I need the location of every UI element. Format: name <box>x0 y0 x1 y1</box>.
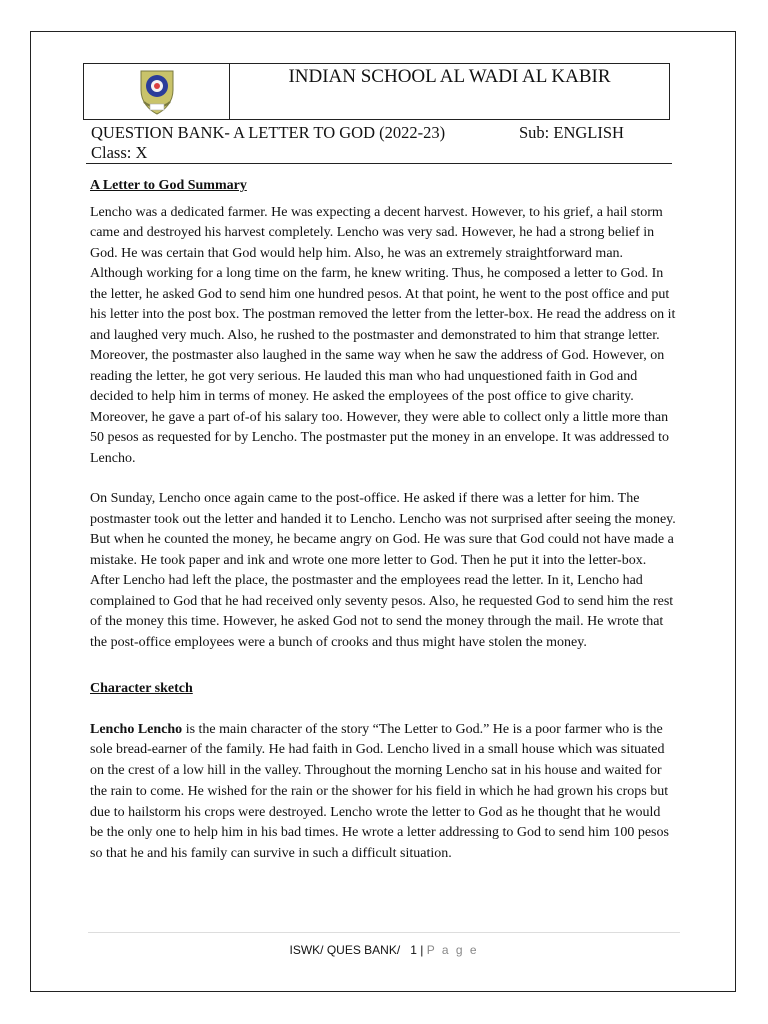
school-name: INDIAN SCHOOL AL WADI AL KABIR <box>288 66 611 87</box>
question-bank-title: QUESTION BANK- A LETTER TO GOD (2022-23) <box>91 123 446 142</box>
document-body <box>90 176 676 865</box>
page-label: P a g e <box>426 943 479 957</box>
document-subheader <box>91 123 651 163</box>
page-number: 1 <box>410 943 417 957</box>
footer-divider <box>88 932 680 933</box>
character-sketch-paragraph <box>90 720 676 866</box>
summary-paragraph-1: Lencho was a dedicated farmer. He was expecting a decent harvest. However, to his grief, a hail storm came and destroyed his harvest completely. Lencho was very sad. However, he had a strong belief in God. He was certain that God would help him. Also, he was an extremely straightforward man. Although working for a long time on the farm, he knew writing. Thus, he composed a letter to God. In the letter, he asked God to send him one hundred pesos. At that point, he went to the post office and put his letter into the post box. The postman removed the letter from the letter-box. He read the address on it and laughed very much. Also, he rushed to the postmaster and demonstrated to him that strange letter. Moreover, the postmaster also laughed in the same way when he saw the address of God. However, on reading the letter, he got very serious. He lauded this man who had unquestioned faith in God and decided to help him in terms of money. He asked the employees of the post office to give charity. Moreover, he gave a part of-of his salary too. However, they were able to collect only a little more than 50 pesos as requested for by Lencho. The postmaster put the money in an envelope. It was addressed to Lencho. <box>90 204 676 466</box>
summary-paragraph-2: On Sunday, Lencho once again came to the post-office. He asked if there was a letter for him. The postmaster took out the letter and handed it to Lencho. Lencho was not surprised after seeing the money. But when he counted the money, he became angry on God. He was sure that God could not have made a mistake. He took paper and ink and wrote one more letter to God. Then he put it into the letter-box. After Lencho had left the place, the postmaster and the employees read the letter. In it, Lencho had complained to God that he had received only seventy pesos. Also, he requested God to send him the rest of the money this time. However, he asked God not to send the money through the mail. He wrote that the post-office employees were a bunch of crooks and thus might have stolen the money. <box>90 491 676 650</box>
school-logo-icon <box>138 68 176 116</box>
subject-label: Sub: ENGLISH <box>519 123 624 142</box>
logo-cell <box>84 64 230 119</box>
character-name-lead: Lencho Lencho <box>90 721 183 737</box>
footer-text: ISWK/ QUES BANK/ <box>289 943 401 957</box>
header-box <box>83 63 670 120</box>
header-divider <box>86 163 672 164</box>
character-sketch-heading: Character sketch <box>90 681 193 696</box>
page-footer <box>0 943 768 957</box>
footer-separator: | <box>420 943 424 957</box>
class-label: Class: X <box>91 143 148 162</box>
summary-heading: A Letter to God Summary <box>90 178 247 193</box>
character-sketch-text: is the main character of the story “The Letter to God.” He is a poor farmer who is the sole bread-earner of the family. He had faith in God. Lencho lived in a small house which was situated on the crest of a low hill in the valley. Throughout the morning Lencho sat in his house and waited for the rain to come. He wished for the rain or the shower for his field in which he had grown his crops but due to hailstorm his crops were destroyed. Lencho wrote the letter to God as he thought that he would be the only one to help him in his bad times. He wrote a letter addressing to God to send him 100 pesos so that he and his family can survive in such a difficult situation. <box>90 721 669 862</box>
